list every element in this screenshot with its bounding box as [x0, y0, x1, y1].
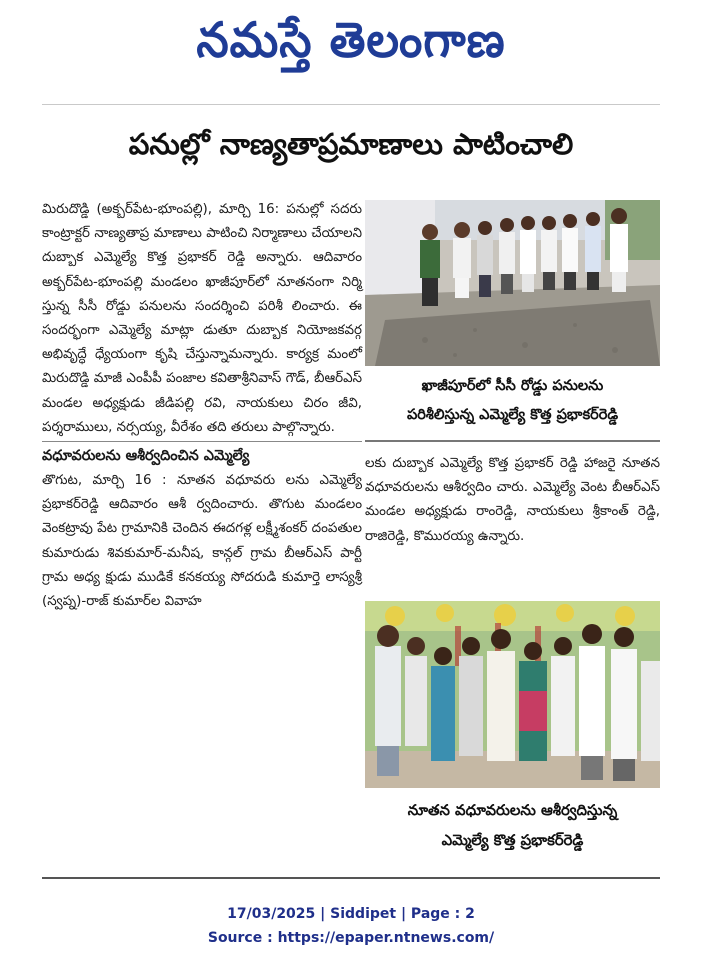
- road-inspection-illustration: [365, 200, 660, 366]
- photo-caption: [365, 796, 660, 856]
- article-headline: పనుల్లో నాణ్యతాప్రమాణాలు పాటించాలి: [128, 127, 574, 161]
- edition-info: 17/03/2025 | Siddipet | Page : 2: [227, 906, 475, 922]
- caption-divider: [365, 440, 660, 442]
- article-body-continuation: లకు దుబ్బాక ఎమ్మెల్యే కొత్త ప్రభాకర్‌ రెడ్డి హాజరై నూతన వధూవరులను ఆశీర్వదిం చారు. ఎమ్మెల్యే వెంట బీఆర్‌ఎస్‌ మండల అధ్యక్షుడు రాంరెడ్డి, నాయకులు శ్రీకాంత్‌ రెడ్డి, రాజిరెడ్డి, కొమురయ్య ఉన్నారు.: [365, 456, 660, 544]
- wedding-blessing-illustration: [365, 601, 660, 788]
- left-column: [42, 198, 362, 614]
- photo-caption: [365, 372, 660, 430]
- article-body: మిరుదొడ్డి (అక్బర్‌పేట-భూంపల్లి), మార్చి 16: పనుల్లో సదరు కాంట్రాక్టర్‌ నాణ్యతాప్ర మాణాలు పాటించి నిర్మాణాలు చేయాలని దుబ్బాక ఎమ్మెల్యే కొత్త ప్రభాకర్‌ రెడ్డి అన్నారు. ఆదివారం అక్బర్‌పేట-భూంపల్లి మండలం ఖాజీపూర్‌లో నూతనంగా నిర్మి స్తున్న సీసీ రోడ్డు పనులను సందర్శించి పరిశీ లించారు. ఈ సందర్భంగా ఎమ్మెల్యే మాట్లా డుతూ దుబ్బాక నియోజకవర్గ అభివృద్ధే ధ్యేయంగా కృషి చేస్తున్నామన్నారు. కార్యక్ర మంలో మిరుదొడ్డి మాజీ ఎంపీపీ పంజాల కవితాశ్రీనివాస్‌ గౌడ్‌, బీఆర్‌ఎస్‌ మండల అధ్యక్షుడు జీడిపల్లి రవి, నాయకులు చిరం జీవి, పర్శరాములు, నర్సయ్య, వీరేశం తది తరులు పాల్గొన్నారు.: [42, 202, 362, 435]
- photo-caption-line: నూతన వధూవరులను ఆశీర్వదిస్తున్న: [407, 802, 618, 819]
- article-body-2: తొగుట, మార్చి 16 : నూతన వధూవరు లను ఎమ్మెల్యే ప్రభాకర్‌రెడ్డి ఆదివారం ఆశీ ర్వదించారు. తొగుట మండలం వెంకట్రావు పేట గ్రామానికి చెందిన ఈదగళ్ల లక్ష్మీశంకర్‌ దంపతుల కుమారుడు శివకుమార్‌-మనీష, కాన్గల్‌ గ్రామ బీఆర్‌ఎస్‌ పార్టీ గ్రామ అధ్య క్షుడు ముడికే కనకయ్య సోదరుడి కుమార్తె లాస్యశ్రీ (స్వప్న)-రాజ్‌ కుమార్‌ల వివాహ: [42, 473, 362, 610]
- photo-caption-line: ఎమ్మెల్యే కొత్త ప్రభాకర్‌రెడ్డి: [441, 832, 584, 849]
- photo-caption-line: పరిశీలిస్తున్న ఎమ్మెల్యే కొత్త ప్రభాకర్‌రెడ్డి: [406, 407, 619, 423]
- newspaper-logo: నమస్తే తెలంగాణ: [196, 11, 506, 69]
- article-subhead: వధూవరులను ఆశీర్వదించిన ఎమ్మెల్యే: [42, 441, 362, 469]
- road-inspection-photo: [365, 200, 660, 366]
- masthead: [0, 0, 702, 92]
- wedding-blessing-photo: [365, 601, 660, 788]
- photo-caption-line: ఖాజీపూర్‌లో సీసీ రోడ్డు పనులను: [421, 378, 604, 394]
- header-divider: [42, 104, 660, 105]
- source-link[interactable]: Source : https://epaper.ntnews.com/: [207, 930, 495, 946]
- footer-divider: [42, 877, 660, 879]
- right-column: [365, 452, 660, 549]
